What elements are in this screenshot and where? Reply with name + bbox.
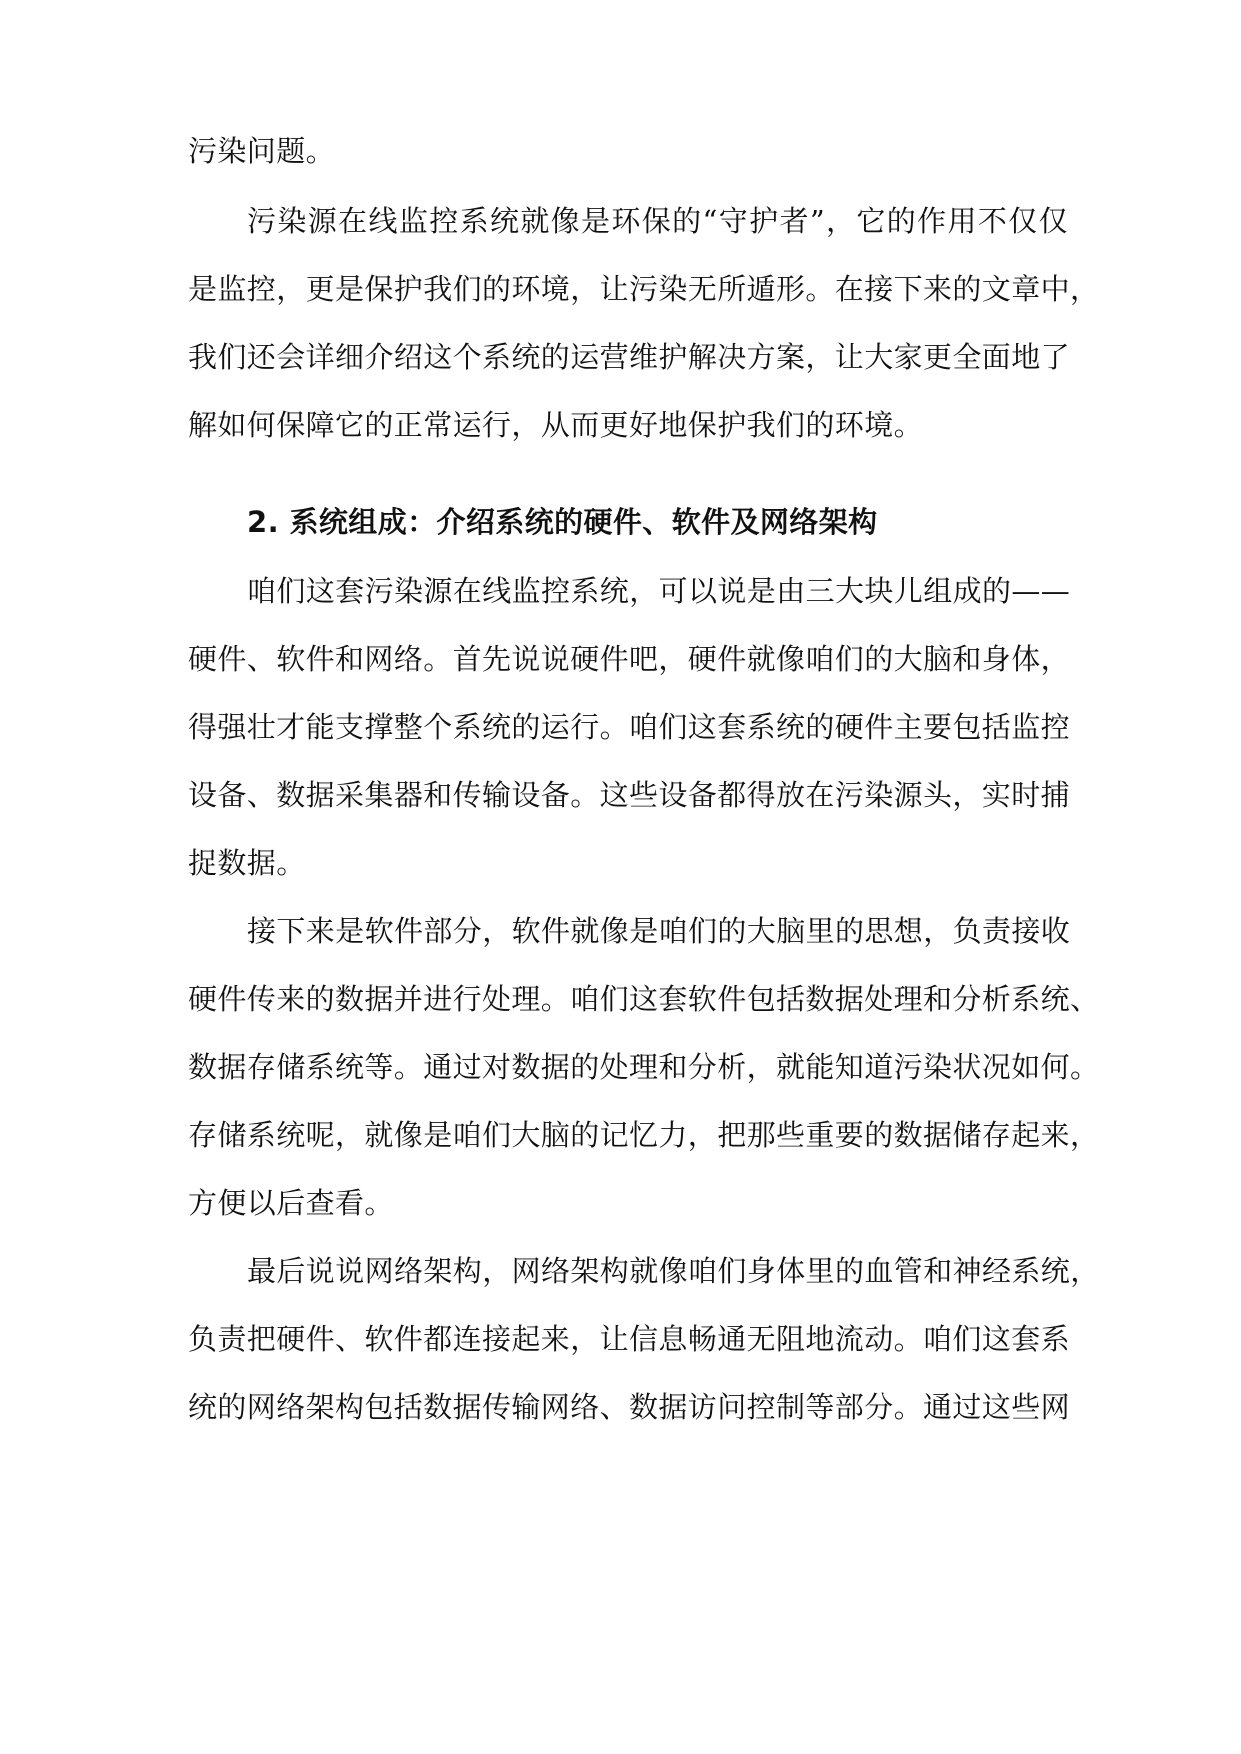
text-line: 解如何保障它的正常运行，从而更好地保护我们的环境。 <box>188 408 924 442</box>
text-line: 得强壮才能支撑整个系统的运行。咱们这套系统的硬件主要包括监控 <box>188 710 1071 744</box>
section-heading: 2. 系统组成：介绍系统的硬件、软件及网络架构 <box>247 505 878 539</box>
text-line: 方便以后查看。 <box>188 1186 394 1220</box>
text-line: 统的网络架构包括数据传输网络、数据访问控制等部分。通过这些网 <box>188 1390 1071 1424</box>
text-line: 污染源在线监控系统就像是环保的“守护者”，它的作用不仅仅 <box>247 204 1068 238</box>
text-line: 接下来是软件部分，软件就像是咱们的大脑里的思想，负责接收 <box>247 914 1071 948</box>
text-line: 硬件、软件和网络。首先说说硬件吧，硬件就像咱们的大脑和身体， <box>188 642 1071 676</box>
text-line: 存储系统呢，就像是咱们大脑的记忆力，把那些重要的数据储存起来， <box>188 1118 1100 1152</box>
text-line: 最后说说网络架构，网络架构就像咱们身体里的血管和神经系统， <box>247 1254 1100 1288</box>
text-line: 负责把硬件、软件都连接起来，让信息畅通无阻地流动。咱们这套系 <box>188 1322 1071 1356</box>
text-line: 捉数据。 <box>188 846 306 880</box>
text-line: 数据存储系统等。通过对数据的处理和分析，就能知道污染状况如何。 <box>188 1050 1100 1084</box>
text-line: 设备、数据采集器和传输设备。这些设备都得放在污染源头，实时捕 <box>188 778 1071 812</box>
text-line: 是监控，更是保护我们的环境，让污染无所遁形。在接下来的文章中， <box>188 272 1100 306</box>
text-line: 污染问题。 <box>188 134 336 168</box>
text-line: 我们还会详细介绍这个系统的运营维护解决方案，让大家更全面地了 <box>188 340 1071 374</box>
text-line: 硬件传来的数据并进行处理。咱们这套软件包括数据处理和分析系统、 <box>188 982 1100 1016</box>
text-line: 咱们这套污染源在线监控系统，可以说是由三大块儿组成的—— <box>247 574 1071 608</box>
